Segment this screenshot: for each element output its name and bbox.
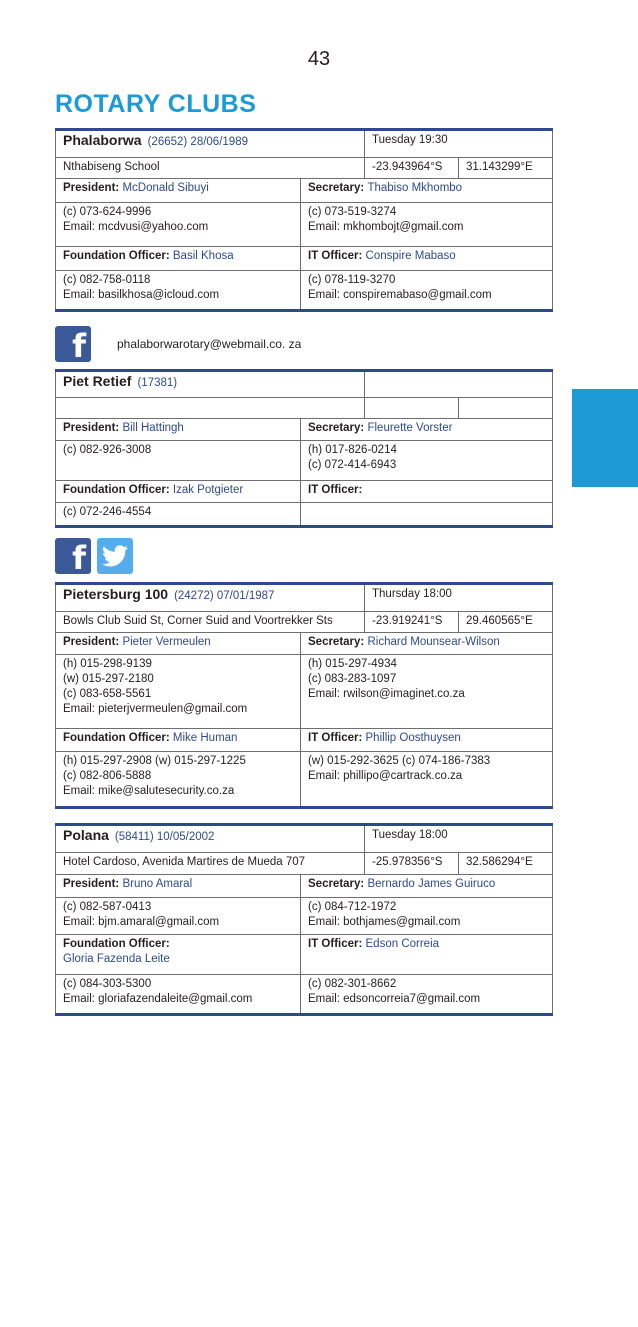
foundation-officer-header: Foundation Officer: Izak Potgieter bbox=[56, 481, 301, 503]
foundation-officer-header: Foundation Officer: Mike Human bbox=[56, 729, 301, 752]
meeting-time: Tuesday 19:30 bbox=[365, 130, 553, 158]
club-card-pietersburg-100 bbox=[55, 582, 553, 809]
venue: Hotel Cardoso, Avenida Martires de Mueda 707 bbox=[56, 853, 365, 875]
latitude: -23.919241°S bbox=[365, 612, 459, 633]
it-officer-header: IT Officer: Phillip Oosthuysen bbox=[301, 729, 553, 752]
president-header: President: Bruno Amaral bbox=[56, 875, 301, 898]
facebook-icon[interactable]: f bbox=[55, 538, 91, 574]
secretary-contact: (h) 017-826-0214 (c) 072-414-6943 bbox=[301, 441, 553, 481]
venue: Bowls Club Suid St, Corner Suid and Voortrekker Sts bbox=[56, 612, 365, 633]
secretary-header: Secretary: Bernardo James Guiruco bbox=[301, 875, 553, 898]
foundation-officer-contact: (c) 084-303-5300 Email: gloriafazendaleite@gmail.com bbox=[56, 975, 301, 1015]
latitude: -23.943964°S bbox=[365, 158, 459, 179]
it-officer-header: IT Officer: Edson Correia bbox=[301, 935, 553, 975]
venue: Nthabiseng School bbox=[56, 158, 365, 179]
secretary-header: Secretary: Fleurette Vorster bbox=[301, 419, 553, 441]
club-name: Polana (58411) 10/05/2002 bbox=[56, 825, 365, 853]
page-title: ROTARY CLUBS bbox=[55, 90, 257, 118]
longitude: 32.586294°E bbox=[459, 853, 553, 875]
secretary-contact: (c) 084-712-1972 Email: bothjames@gmail.com bbox=[301, 898, 553, 935]
it-officer-contact: (c) 078-119-3270 Email: conspiremabaso@gmail.com bbox=[301, 271, 553, 311]
president-contact: (c) 082-587-0413 Email: bjm.amaral@gmail.com bbox=[56, 898, 301, 935]
section-tab bbox=[572, 389, 638, 487]
foundation-officer-header: Foundation Officer: Gloria Fazenda Leite bbox=[56, 935, 301, 975]
social-row-phalaborwa bbox=[55, 326, 301, 362]
secretary-header: Secretary: Richard Mounsear-Wilson bbox=[301, 633, 553, 655]
venue bbox=[56, 398, 365, 419]
club-meta: (26652) 28/06/1989 bbox=[147, 136, 248, 148]
club-meta: (58411) 10/05/2002 bbox=[114, 831, 215, 843]
it-officer-contact: (c) 082-301-8662 Email: edsoncorreia7@gmail.com bbox=[301, 975, 553, 1015]
latitude: -25.978356°S bbox=[365, 853, 459, 875]
longitude: 29.460565°E bbox=[459, 612, 553, 633]
page-number: 43 bbox=[307, 48, 331, 70]
longitude: 31.143299°E bbox=[459, 158, 553, 179]
club-name: Pietersburg 100 (24272) 07/01/1987 bbox=[56, 584, 365, 612]
president-contact: (c) 082-926-3008 bbox=[56, 441, 301, 481]
secretary-contact: (c) 073-519-3274 Email: mkhombojt@gmail.com bbox=[301, 203, 553, 247]
club-meta: (17381) bbox=[137, 377, 178, 389]
president-contact: (c) 073-624-9996 Email: mcdvusi@yahoo.com bbox=[56, 203, 301, 247]
foundation-officer-contact: (c) 072-246-4554 bbox=[56, 503, 301, 527]
club-name: Piet Retief (17381) bbox=[56, 371, 365, 398]
it-officer-header: IT Officer: bbox=[301, 481, 553, 503]
club-card-phalaborwa bbox=[55, 128, 553, 312]
secretary-contact: (h) 015-297-4934 (c) 083-283-1097 Email: rwilson@imaginet.co.za bbox=[301, 655, 553, 729]
president-header: President: Pieter Vermeulen bbox=[56, 633, 301, 655]
foundation-officer-contact: (h) 015-297-2908 (w) 015-297-1225 (c) 082-806-5888 Email: mike@salutesecurity.co.za bbox=[56, 752, 301, 808]
club-name: Phalaborwa (26652) 28/06/1989 bbox=[56, 130, 365, 158]
president-header: President: Bill Hattingh bbox=[56, 419, 301, 441]
foundation-officer-header: Foundation Officer: Basil Khosa bbox=[56, 247, 301, 271]
social-row-piet-retief bbox=[55, 538, 133, 574]
club-card-polana bbox=[55, 823, 553, 1016]
president-contact: (h) 015-298-9139 (w) 015-297-2180 (c) 083-658-5561 Email: pieterjvermeulen@gmail.com bbox=[56, 655, 301, 729]
meeting-time: Tuesday 18:00 bbox=[365, 825, 553, 853]
meeting-time: Thursday 18:00 bbox=[365, 584, 553, 612]
meeting-time bbox=[365, 371, 553, 398]
it-officer-header: IT Officer: Conspire Mabaso bbox=[301, 247, 553, 271]
it-officer-contact: (w) 015-292-3625 (c) 074-186-7383 Email: phillipo@cartrack.co.za bbox=[301, 752, 553, 808]
club-card-piet-retief bbox=[55, 369, 553, 528]
it-officer-contact bbox=[301, 503, 553, 527]
facebook-icon[interactable]: f bbox=[55, 326, 91, 362]
club-email[interactable]: phalaborwarotary@webmail.co. za bbox=[117, 337, 302, 351]
secretary-header: Secretary: Thabiso Mkhombo bbox=[301, 179, 553, 203]
twitter-icon[interactable] bbox=[97, 538, 133, 574]
longitude bbox=[459, 398, 553, 419]
foundation-officer-contact: (c) 082-758-0118 Email: basilkhosa@icloud.com bbox=[56, 271, 301, 311]
club-meta: (24272) 07/01/1987 bbox=[174, 590, 275, 602]
latitude bbox=[365, 398, 459, 419]
president-header: President: McDonald Sibuyi bbox=[56, 179, 301, 203]
